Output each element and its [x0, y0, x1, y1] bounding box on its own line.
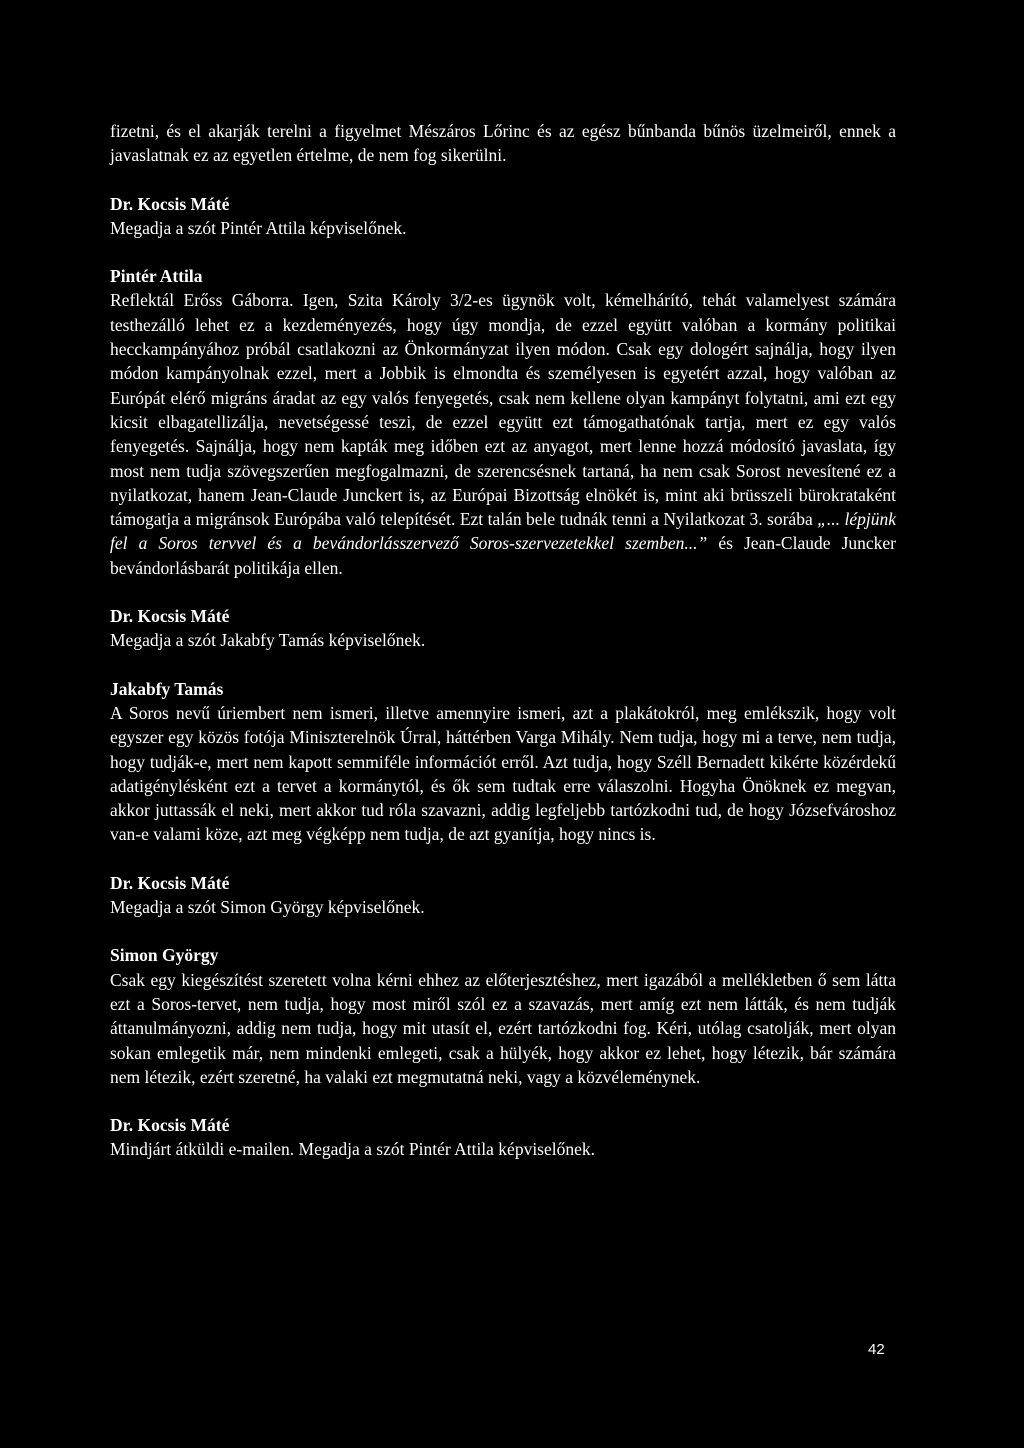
page-number: 42: [868, 1341, 885, 1358]
speaker-name: Dr. Kocsis Máté: [110, 193, 230, 214]
speech-block-2: [110, 264, 896, 580]
intro-paragraph: fizetni, és el akarják terelni a figyelmet Mészáros Lőrinc és az egész bűnbanda bűnös üzelmeiről, ennek a javaslatnak ez az egyetlen értelme, de nem fog sikerülni.: [110, 121, 896, 166]
speech-block-1: [110, 192, 896, 241]
speech-text: Megadja a szót Jakabfy Tamás képviselőnek.: [110, 630, 426, 651]
speech-text: Csak egy kiegészítést szeretett volna kérni ehhez az előterjesztéshez, mert igazából a mellékletben ő sem látta ezt a Soros-tervet, nem tudja, hogy most miről szól ez a szavazás, mert amíg ezt nem látták, és nem tudják áttanulmányozni, addig nem tudja, hogy mit utasít el, ezért tartózkodni fog. Kéri, utólag csatolják, mert olyan sokan emlegetik már, nem mindenki emlegeti, csak a hülyék, hogy akkor ez lehet, hogy létezik, bár számára nem létezik, ezért szeretné, ha valaki ezt megmutatná neki, vagy a közvéleménynek.: [110, 969, 896, 1087]
speaker-name: Simon György: [110, 945, 219, 966]
speech-block-5: [110, 871, 896, 920]
speaker-name: Dr. Kocsis Máté: [110, 1115, 230, 1136]
speech-block-6: [110, 943, 896, 1089]
speech-text: A Soros nevű úriembert nem ismeri, illetve amennyire ismeri, azt a plakátokról, meg emlékszik, hogy volt egyszer egy közös fotója Miniszterelnök Úrral, háttérben Varga Mihály. Nem tudja, hogy mi a terve, nem tudja, hogy tudják-e, mert nem kapott semmiféle információt erről. Azt tudja, hogy Széll Bernadett kikérte közérdekű adatigénylésként ezt a tervet a kormánytól, és ők sem tudtak erre válaszolni. Hogyha Önöknek ez megvan, akkor juttassák el neki, mert akkor tud róla szavazni, addig legfeljebb tartózkodni tud, de hogy Józsefvároshoz van-e valami köze, azt meg végképp nem tudja, de azt gyanítja, hogy nincs is.: [110, 702, 896, 845]
speech-text: [110, 288, 896, 580]
speech-block-7: [110, 1113, 896, 1162]
speaker-name: Pintér Attila: [110, 266, 203, 287]
speech-block-3: [110, 604, 896, 653]
speech-text: Megadja a szót Pintér Attila képviselőnek.: [110, 217, 407, 238]
speech-text: Megadja a szót Simon György képviselőnek.: [110, 897, 425, 918]
document-body: [110, 119, 896, 1162]
speaker-name: Dr. Kocsis Máté: [110, 872, 230, 893]
speech-text: Mindjárt átküldi e-mailen. Megadja a szót Pintér Attila képviselőnek.: [110, 1139, 596, 1160]
quoted-text: „... lépjünk fel a Soros tervvel és a bevándorlásszervező Soros-szervezetekkel szemben...”: [110, 509, 896, 554]
speech-text-end: és Jean-Claude Juncker bevándorlásbarát politikája ellen.: [110, 533, 896, 578]
speech-text-main: Reflektál Erőss Gáborra. Igen, Szita Károly 3/2-es ügynök volt, kémelhárító, tehát valamelyest számára testhezálló lehet ez a kezdeményezés, hogy úgy mondja, de ezzel együtt valóban a kormány politikai hecckampányához próbál csatlakozni az Önkormányzat ilyen módon. Csak egy dologért sajnálja, hogy ilyen módon kampányolnak ezzel, mert a Jobbik is elmondta és személyesen is egyetért azzal, hogy valóban az Európát elérő migráns áradat az egy valós fenyegetés, csak nem kellene olyan kampányt folytatni, ami ezt egy kicsit elbagatellizálja, nevetségessé teszi, de ezzel együtt ezt támogathatónak tartja, mert ez egy valós fenyegetés. Sajnálja, hogy nem kapták meg időben ezt az anyagot, mert lenne hozzá módosító javaslata, így most nem tudja szövegszerűen megfogalmazni, de szerencsésnek tartaná, ha nem csak Sorost nevesítené ez a nyilatkozat, hanem Jean-Claude Junckert is, az Európai Bizottság elnökét is, mint aki brüsszeli bürokrataként támogatja a migránsok Európába való telepítését. Ezt talán bele tudnák tenni a Nyilatkozat 3. sorába: [110, 290, 896, 530]
speech-block-4: [110, 677, 896, 847]
speaker-name: Dr. Kocsis Máté: [110, 606, 230, 627]
speaker-name: Jakabfy Tamás: [110, 678, 224, 699]
